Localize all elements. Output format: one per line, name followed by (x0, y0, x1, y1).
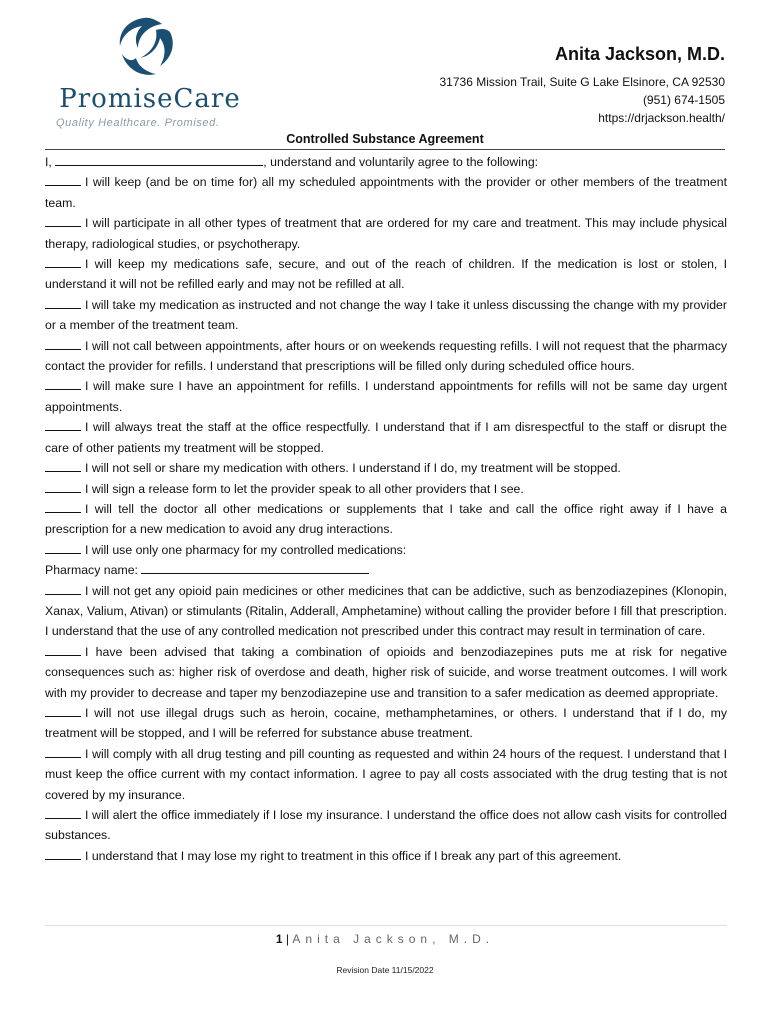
initial-blank[interactable] (45, 256, 81, 268)
patient-name-blank[interactable] (55, 154, 263, 166)
initial-blank[interactable] (45, 705, 81, 717)
agreement-item-text: I will sign a release form to let the provider speak to all other providers that I see. (85, 481, 524, 496)
agreement-item-text: I will comply with all drug testing and pill counting as requested and within 24 hours of the request. I understand that I must keep the office current with my contact information. I agree to pay all costs associated with the drug testing that is not covered by my insurance. (45, 746, 727, 802)
title-divider (45, 149, 725, 150)
intro-line (45, 152, 727, 172)
provider-address: 31736 Mission Trail, Suite G Lake Elsinore, CA 92530 (439, 75, 725, 89)
agreement-item (45, 846, 727, 866)
provider-website[interactable]: https://drjackson.health/ (598, 111, 725, 125)
agreement-item-text: I will tell the doctor all other medications or supplements that I take and call the office right away if I have a prescription for a new medication to avoid any drug interactions. (45, 501, 727, 537)
agreement-item (45, 703, 727, 744)
initial-blank[interactable] (45, 481, 81, 493)
agreement-item-text: I will participate in all other types of treatment that are ordered for my care and treatment. This may include physical therapy, radiological studies, or psychotherapy. (45, 216, 727, 251)
initial-blank[interactable] (45, 215, 81, 227)
agreement-item (45, 295, 727, 336)
agreement-item-text: I will keep my medications safe, secure, and out of the reach of children. If the medication is lost or stolen, I understand it will not be refilled early and may not be refilled at all. (45, 257, 727, 292)
promisecare-swirl-icon (114, 14, 178, 80)
initial-blank[interactable] (45, 174, 81, 186)
agreement-item-text: I will not get any opioid pain medicines or other medicines that can be addictive, such as benzodiazepines (Klonopin, Xanax, Valium, Ativan) or stimulants (Ritalin, Adderall, Amphetamine) without calling the provider before I fill that prescription. I understand that the use of any controlled medication not prescribed under this contract may result in termination of care. (45, 583, 727, 639)
agreement-item (45, 499, 727, 540)
initial-blank[interactable] (45, 419, 81, 431)
provider-name: Anita Jackson, M.D. (554, 44, 725, 64)
agreement-item (45, 642, 727, 703)
agreement-item-text: I will use only one pharmacy for my controlled medications: (85, 542, 407, 557)
initial-blank[interactable] (45, 583, 81, 595)
agreement-item-text: I will not use illegal drugs such as heroin, cocaine, methamphetamines, or others. I understand that if I do, my treatment will be stopped, and I will be referred for substance abuse treatment. (45, 705, 727, 741)
initial-blank[interactable] (45, 807, 81, 819)
agreement-item-text: I will take my medication as instructed and not change the way I take it unless discussing the change with my provider or a member of the treatment team. (45, 297, 727, 333)
initial-blank[interactable] (45, 542, 81, 554)
initial-blank[interactable] (45, 378, 81, 390)
agreement-item-text: I will alert the office immediately if I lose my insurance. I understand the office does not allow cash visits for controlled substances. (45, 808, 727, 843)
logo-wordmark: PromiseCare (59, 84, 241, 114)
footer-divider (45, 925, 727, 926)
pharmacy-line (45, 560, 727, 580)
initial-blank[interactable] (45, 338, 81, 350)
logo-tagline: Quality Healthcare. Promised. (56, 117, 220, 129)
agreement-body (45, 152, 727, 866)
initial-blank[interactable] (45, 746, 81, 758)
agreement-item (45, 376, 727, 417)
agreement-item (45, 581, 727, 642)
page-number: 1 (275, 932, 283, 946)
pharmacy-name-field[interactable] (141, 562, 369, 574)
agreement-item (45, 213, 727, 254)
footer-separator: | (285, 932, 290, 946)
page-footer (0, 932, 770, 946)
intro-prefix: I, (45, 155, 52, 169)
agreement-item-text: I understand that I may lose my right to treatment in this office if I break any part of this agreement. (85, 848, 622, 863)
agreement-item (45, 172, 727, 213)
initial-blank[interactable] (45, 848, 81, 860)
agreement-item (45, 254, 727, 295)
agreement-item (45, 540, 727, 560)
agreement-item-text: I will always treat the staff at the office respectfully. I understand that if I am disrespectful to the staff or disrupt the care of other patients my treatment will be stopped. (45, 420, 727, 455)
revision-date: Revision Date 11/15/2022 (336, 965, 434, 975)
footer-author: Anita Jackson, M.D. (292, 932, 495, 946)
agreement-item (45, 805, 727, 846)
agreement-item-text: I will not call between appointments, after hours or on weekends requesting refills. I will not request that the pharmacy contact the provider for refills. I understand that prescriptions will be filled only during scheduled office hours. (45, 338, 727, 374)
agreement-item (45, 336, 727, 377)
agreement-item-text: I will not sell or share my medication with others. I understand if I do, my treatment will be stopped. (85, 461, 621, 476)
initial-blank[interactable] (45, 460, 81, 472)
intro-suffix: , understand and voluntarily agree to the following: (263, 155, 539, 169)
promisecare-logo (40, 14, 260, 129)
agreement-item (45, 458, 727, 478)
provider-header (440, 44, 726, 127)
initial-blank[interactable] (45, 501, 81, 513)
agreement-item (45, 479, 727, 499)
agreement-item-text: I will make sure I have an appointment for refills. I understand appointments for refills will not be same day urgent appointments. (45, 379, 727, 414)
agreement-item (45, 417, 727, 458)
agreement-item-text: I will keep (and be on time for) all my scheduled appointments with the provider or other members of the treatment team. (45, 175, 727, 210)
provider-phone: (951) 674-1505 (642, 93, 725, 107)
agreement-item (45, 744, 727, 805)
agreement-item-text: I have been advised that taking a combination of opioids and benzodiazepines puts me at risk for negative consequences such as: higher risk of overdose and death, higher risk of suicide, and worse treatment outcomes. I will work with my provider to decrease and taper my benzodiazepine use and transition to a safer medication as deemed appropriate. (45, 644, 727, 700)
pharmacy-label: Pharmacy name: (45, 563, 138, 578)
initial-blank[interactable] (45, 297, 81, 309)
initial-blank[interactable] (45, 644, 81, 656)
document-title: Controlled Substance Agreement (286, 132, 484, 146)
